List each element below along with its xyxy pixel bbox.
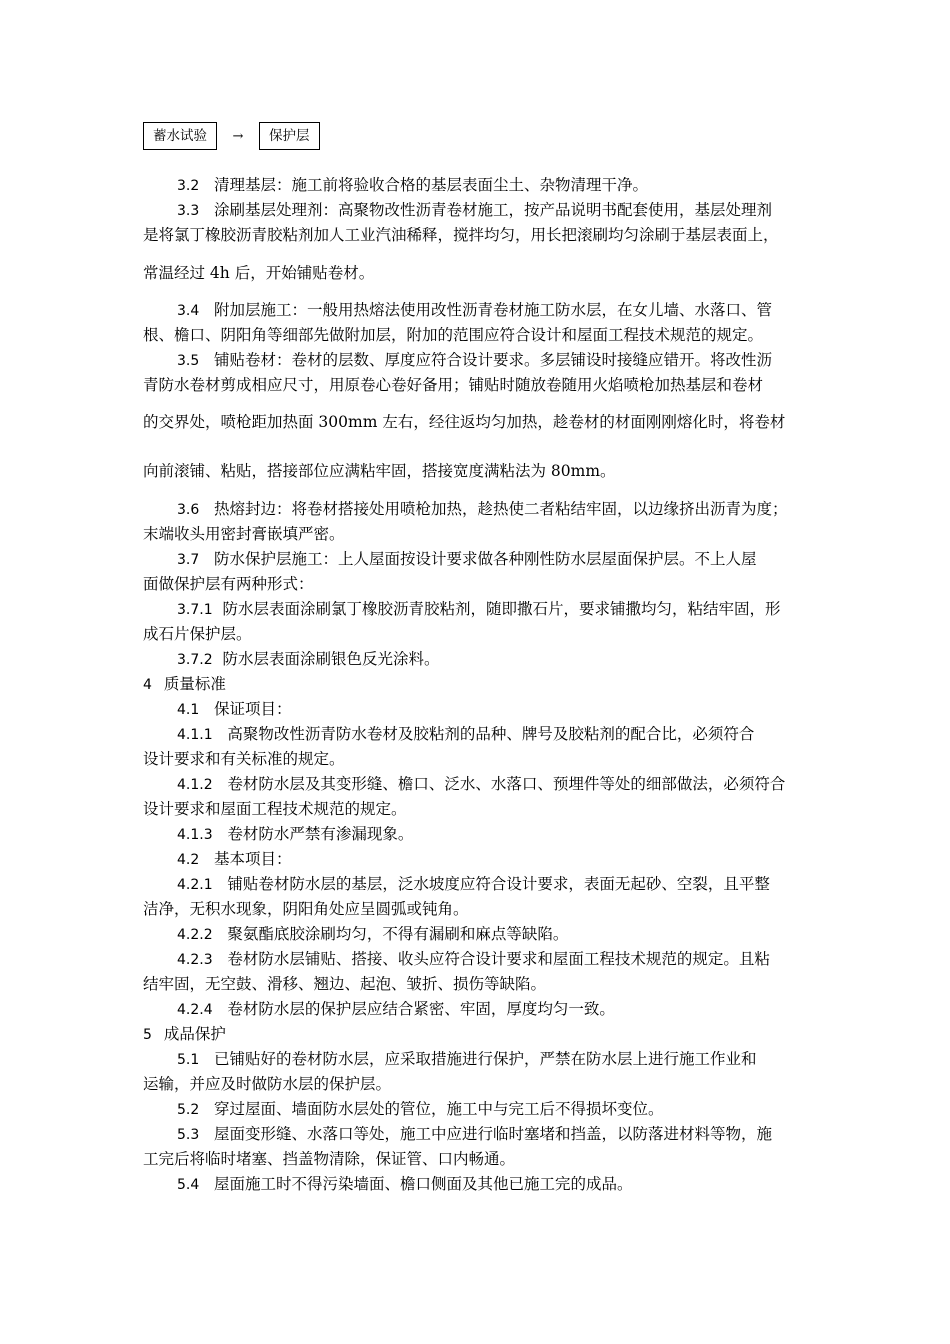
process-flow	[143, 122, 320, 150]
flow-arrow-icon: →	[232, 128, 244, 144]
item-3-7-1-line-2: 成石片保护层。	[143, 625, 252, 643]
item-4-2-2: 4.2.2 聚氨酯底胶涂刷均匀，不得有漏刷和麻点等缺陷。	[177, 925, 569, 943]
item-3-6-line-2: 末端收头用密封膏嵌填严密。	[143, 525, 345, 543]
item-4-2-1-line-1: 4.2.1 铺贴卷材防水层的基层，泛水坡度应符合设计要求，表面无起砂、空裂，且平整	[177, 875, 770, 893]
item-4-2-3-line-2: 结牢固，无空鼓、滑移、翘边、起泡、皱折、损伤等缺陷。	[143, 975, 547, 993]
item-3-5-line-3: 的交界处，喷枪距加热面 300mm 左右，经往返均匀加热，趁卷材的材面刚刚熔化时，将卷材	[143, 413, 786, 431]
item-4-1-1-line-1: 4.1.1 高聚物改性沥青防水卷材及胶粘剂的品种、牌号及胶粘剂的配合比，必须符合	[177, 725, 755, 743]
item-4-1-1-line-2: 设计要求和有关标准的规定。	[143, 750, 345, 768]
item-3-3-line-2: 是将氯丁橡胶沥青胶粘剂加人工业汽油稀释，搅拌均匀，用长把滚刷均匀涂刷于基层表面上，	[143, 226, 779, 244]
item-3-7-1-line-1: 3.7.1 防水层表面涂刷氯丁橡胶沥青胶粘剂，随即撒石片，要求铺撒均匀，粘结牢固，形	[177, 600, 781, 618]
item-3-5-line-2: 青防水卷材剪成相应尺寸，用原卷心卷好备用；铺贴时随放卷随用火焰喷枪加热基层和卷材	[143, 376, 764, 394]
item-4-1-3: 4.1.3 卷材防水严禁有渗漏现象。	[177, 825, 414, 843]
item-5-3-line-2: 工完后将临时堵塞、挡盖物清除，保证管、口内畅通。	[143, 1150, 516, 1168]
item-4-2-1-line-2: 洁净，无积水现象，阴阳角处应呈圆弧或钝角。	[143, 900, 469, 918]
item-3-7-line-2: 面做保护层有两种形式：	[143, 575, 314, 593]
item-5-4: 5.4 屋面施工时不得污染墙面、檐口侧面及其他已施工完的成品。	[177, 1175, 633, 1193]
item-3-5-line-4: 向前滚铺、粘贴，搭接部位应满粘牢固，搭接宽度满粘法为 80mm。	[143, 462, 616, 480]
item-3-7-2: 3.7.2 防水层表面涂刷银色反光涂料。	[177, 650, 440, 668]
item-3-2: 3.2 清理基层：施工前将验收合格的基层表面尘土、杂物清理干净。	[177, 176, 649, 194]
item-3-4-line-1: 3.4 附加层施工：一般用热熔法使用改性沥青卷材施工防水层，在女儿墙、水落口、管	[177, 301, 773, 319]
item-4-2-4: 4.2.4 卷材防水层的保护层应结合紧密、牢固，厚度均匀一致。	[177, 1000, 615, 1018]
item-3-5-line-1: 3.5 铺贴卷材：卷材的层数、厚度应符合设计要求。多层铺设时接缝应错开。将改性沥	[177, 351, 773, 369]
item-5-1-line-2: 运输，并应及时做防水层的保护层。	[143, 1075, 392, 1093]
flow-box-water-test: 蓄水试验	[143, 122, 217, 150]
item-4-2: 4.2 基本项目：	[177, 850, 292, 868]
item-3-4-line-2: 根、檐口、阴阳角等细部先做附加层，附加的范围应符合设计和屋面工程技术规范的规定。	[143, 326, 764, 344]
item-5-2: 5.2 穿过屋面、墙面防水层处的管位，施工中与完工后不得损坏变位。	[177, 1100, 664, 1118]
item-4-1-2-line-2: 设计要求和屋面工程技术规范的规定。	[143, 800, 407, 818]
item-4-2-3-line-1: 4.2.3 卷材防水层铺贴、搭接、收头应符合设计要求和屋面工程技术规范的规定。且粘	[177, 950, 770, 968]
item-3-3-line-1: 3.3 涂刷基层处理剂：高聚物改性沥青卷材施工，按产品说明书配套使用，基层处理剂	[177, 201, 773, 219]
item-4-1: 4.1 保证项目：	[177, 700, 292, 718]
flow-box-protection-layer: 保护层	[259, 122, 320, 150]
item-3-6-line-1: 3.6 热熔封边：将卷材搭接处用喷枪加热，趁热使二者粘结牢固，以边缘挤出沥青为度；	[177, 500, 788, 518]
item-5-3-line-1: 5.3 屋面变形缝、水落口等处，施工中应进行临时塞堵和挡盖，以防落进材料等物，施	[177, 1125, 773, 1143]
item-3-3-line-3: 常温经过 4h 后，开始铺贴卷材。	[143, 264, 375, 282]
section-heading-4: 4 质量标准	[143, 675, 226, 693]
item-3-7-line-1: 3.7 防水保护层施工：上人屋面按设计要求做各种刚性防水层屋面保护层。不上人屋	[177, 550, 757, 568]
section-heading-5: 5 成品保护	[143, 1025, 226, 1043]
item-5-1-line-1: 5.1 已铺贴好的卷材防水层，应采取措施进行保护，严禁在防水层上进行施工作业和	[177, 1050, 757, 1068]
item-4-1-2-line-1: 4.1.2 卷材防水层及其变形缝、檐口、泛水、水落口、预埋件等处的细部做法，必须符合	[177, 775, 786, 793]
